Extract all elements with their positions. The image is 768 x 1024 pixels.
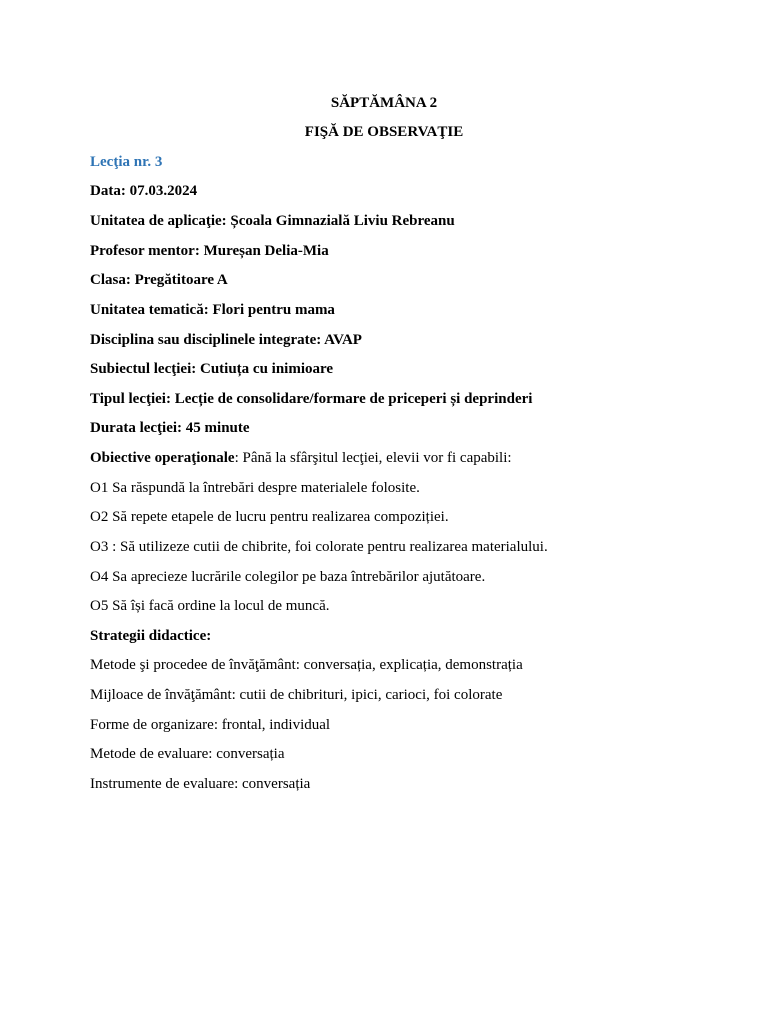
strategy-item: Mijloace de învăţământ: cutii de chibrituri, ipici, carioci, foi colorate [90,687,503,703]
lesson-type: Tipul lecţiei: Lecție de consolidare/formare de priceperi și deprinderi [90,391,533,407]
lesson-number: Lecţia nr. 3 [90,154,163,170]
mentor-teacher: Profesor mentor: Mureșan Delia-Mia [90,243,329,259]
class-name: Clasa: Pregătitoare A [90,272,228,288]
objective-item: O5 Să își facă ordine la locul de muncă. [90,598,330,614]
objective-item: O4 Sa aprecieze lucrările colegilor pe baza întrebărilor ajutătoare. [90,569,486,585]
objectives-intro: : Până la sfârşitul lecţiei, elevii vor fi capabili: [234,450,512,466]
application-unit: Unitatea de aplicaţie: Școala Gimnazială Liviu Rebreanu [90,213,455,229]
objective-item: O2 Să repete etapele de lucru pentru realizarea compoziției. [90,509,449,525]
thematic-unit: Unitatea tematică: Flori pentru mama [90,302,335,318]
strategy-item: Metode de evaluare: conversația [90,746,285,762]
objectives-heading [90,449,512,467]
objective-item: O3 : Să utilizeze cutii de chibrite, foi colorate pentru realizarea materialului. [90,539,548,555]
objective-item: O1 Sa răspundă la întrebări despre materialele folosite. [90,480,420,496]
strategy-item: Forme de organizare: frontal, individual [90,717,331,733]
lesson-subject: Subiectul lecţiei: Cutiuța cu inimioare [90,361,334,377]
strategy-item: Instrumente de evaluare: conversația [90,776,311,792]
objectives-label: Obiective operaţionale [90,450,235,466]
strategy-item: Metode şi procedee de învăţământ: conversația, explicația, demonstrația [90,657,523,673]
integrated-discipline: Disciplina sau disciplinele integrate: AVAP [90,332,362,348]
sheet-title: FIŞĂ DE OBSERVAŢIE [304,124,464,140]
lesson-date: Data: 07.03.2024 [90,183,198,199]
lesson-duration: Durata lecţiei: 45 minute [90,420,250,436]
strategies-heading: Strategii didactice: [90,628,212,644]
week-title: SĂPTĂMÂNA 2 [330,95,438,111]
